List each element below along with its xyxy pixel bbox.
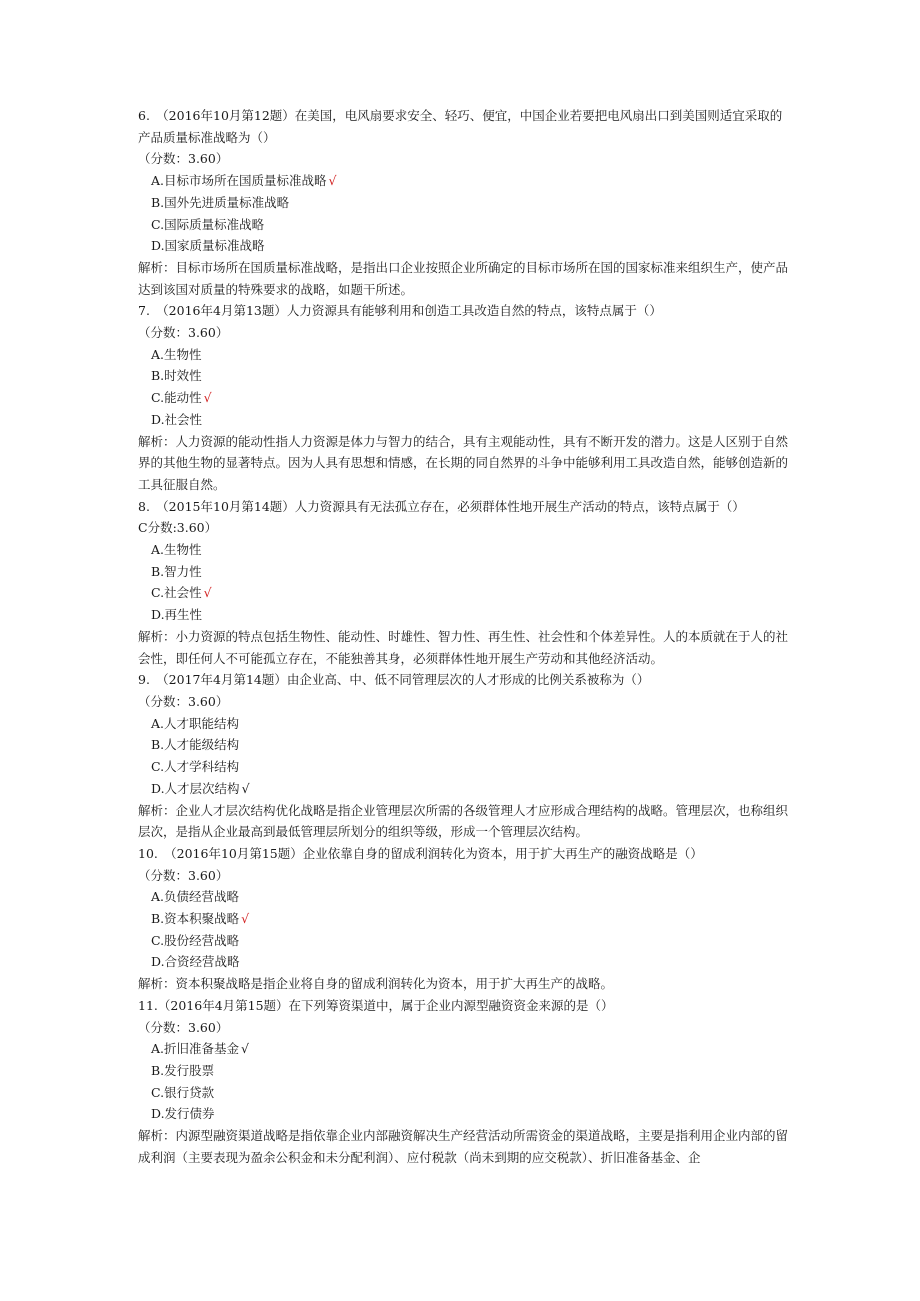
option-label: A.生物性 bbox=[151, 542, 202, 558]
option-list bbox=[138, 886, 788, 973]
checkmark-icon: √ bbox=[203, 390, 212, 406]
question-score: （分数：3.60） bbox=[138, 693, 229, 709]
option-item bbox=[138, 214, 788, 236]
option-item bbox=[138, 235, 788, 257]
option-item bbox=[138, 713, 788, 735]
question-score: （分数：3.60） bbox=[138, 325, 229, 341]
option-item bbox=[138, 561, 788, 583]
option-label: D.合资经营战略 bbox=[151, 954, 240, 970]
option-label: A.负债经营战略 bbox=[151, 889, 240, 905]
option-label: C.股份经营战略 bbox=[151, 932, 240, 948]
option-label: C.社会性 bbox=[151, 585, 202, 601]
analysis-text: 解析：小力资源的特点包括生物性、能动性、时雄性、智力性、再生性、社会性和个体差异性。人的本质就在于人的社会性，即任何人不可能孤立存在，不能独善其身，必须群体性地开展生产劳动和其他经济活动。 bbox=[138, 628, 789, 666]
option-item bbox=[138, 908, 788, 930]
analysis-text: 解析：人力资源的能动性指人力资源是体力与智力的结合，具有主观能动性，具有不断开发的潜力。这是人区别于自然界的其他生物的显著特点。因为人具有思想和情感，在长期的同自然界的斗争中能够利用工具改造自然，能够创造新的工具征服自然。 bbox=[138, 433, 789, 492]
option-label: A.目标市场所在国质量标准战略 bbox=[151, 173, 327, 189]
option-item bbox=[138, 1082, 788, 1104]
question-stem: 6. （2016年10月第12题）在美国，电风扇要求安全、轻巧、便宜，中国企业若要把电风扇出口到美国则适宜采取的产品质量标准战略为（） bbox=[138, 108, 783, 145]
option-item bbox=[138, 756, 788, 778]
option-list bbox=[138, 170, 788, 257]
option-label: D.人才层次结构 bbox=[151, 780, 240, 796]
option-list bbox=[138, 539, 788, 626]
exam-document bbox=[138, 105, 788, 1168]
option-label: C.银行贷款 bbox=[151, 1084, 215, 1100]
option-item bbox=[138, 604, 788, 626]
checkmark-icon: √ bbox=[203, 585, 212, 601]
question-stem: 7. （2016年4月第13题）人力资源具有能够利用和创造工具改造自然的特点，该特点属于（） bbox=[138, 303, 662, 319]
option-label: B.时效性 bbox=[151, 368, 202, 384]
question-block bbox=[138, 995, 788, 1169]
option-item bbox=[138, 582, 788, 604]
option-label: A.人才职能结构 bbox=[151, 715, 240, 731]
checkmark-icon: √ bbox=[241, 911, 250, 927]
question-block bbox=[138, 669, 788, 843]
question-score: （分数：3.60） bbox=[138, 1019, 229, 1035]
analysis-text: 解析：企业人才层次结构优化战略是指企业管理层次所需的各级管理人才应形成合理结构的战略。管理层次，也称组织层次，是指从企业最高到最低管理层所划分的组织等级，形成一个管理层次结构。 bbox=[138, 802, 789, 840]
option-item bbox=[138, 409, 788, 431]
option-label: A.折旧准备基金 bbox=[151, 1041, 240, 1057]
option-item bbox=[138, 192, 788, 214]
question-block bbox=[138, 300, 788, 495]
option-item bbox=[138, 734, 788, 756]
question-score: （分数：3.60） bbox=[138, 867, 229, 883]
option-list bbox=[138, 713, 788, 800]
question-block bbox=[138, 496, 788, 670]
option-label: D.再生性 bbox=[151, 607, 203, 623]
option-label: B.国外先进质量标准战略 bbox=[151, 194, 290, 210]
option-label: B.资本积聚战略 bbox=[151, 911, 240, 927]
option-item bbox=[138, 778, 788, 800]
option-item bbox=[138, 539, 788, 561]
option-item bbox=[138, 344, 788, 366]
analysis-text: 解析：目标市场所在国质量标准战略，是指出口企业按照企业所确定的目标市场所在国的国家标准来组织生产，使产品达到该国对质量的特殊要求的战略，如题干所述。 bbox=[138, 259, 789, 297]
question-block bbox=[138, 105, 788, 300]
question-block bbox=[138, 843, 788, 995]
question-score: （分数：3.60） bbox=[138, 151, 229, 167]
option-label: B.发行股票 bbox=[151, 1062, 215, 1078]
option-item bbox=[138, 951, 788, 973]
option-label: D.国家质量标准战略 bbox=[151, 238, 265, 254]
option-item bbox=[138, 365, 788, 387]
question-stem: 10. （2016年10月第15题）企业依靠自身的留成利润转化为资本，用于扩大再生产的融资战略是（） bbox=[138, 845, 703, 861]
option-label: C.国际质量标准战略 bbox=[151, 216, 265, 232]
option-label: B.智力性 bbox=[151, 563, 202, 579]
checkmark-icon: √ bbox=[328, 173, 337, 189]
option-label: B.人才能级结构 bbox=[151, 737, 240, 753]
option-label: C.能动性 bbox=[151, 390, 202, 406]
option-item bbox=[138, 1103, 788, 1125]
checkmark-icon: √ bbox=[241, 1041, 249, 1057]
option-label: C.人才学科结构 bbox=[151, 759, 240, 775]
option-item bbox=[138, 886, 788, 908]
question-stem: 8. （2015年10月第14题）人力资源具有无法孤立存在，必须群体性地开展生产活动的特点，该特点属于（） bbox=[138, 498, 745, 514]
checkmark-icon: √ bbox=[241, 780, 250, 796]
option-list bbox=[138, 1038, 788, 1125]
question-stem: 9. （2017年4月第14题）由企业高、中、低不同管理层次的人才形成的比例关系被称为（） bbox=[138, 672, 650, 688]
option-label: D.社会性 bbox=[151, 411, 203, 427]
option-list bbox=[138, 344, 788, 431]
option-item bbox=[138, 170, 788, 192]
option-item bbox=[138, 1060, 788, 1082]
analysis-text: 解析：内源型融资渠道战略是指依靠企业内部融资解决生产经营活动所需资金的渠道战略，主要是指利用企业内部的留成利润（主要表现为盈余公积金和未分配利润）、应付税款（尚未到期的应交税款）、折旧准备基金、企 bbox=[138, 1128, 789, 1165]
option-label: A.生物性 bbox=[151, 346, 202, 362]
option-item bbox=[138, 930, 788, 952]
question-stem: 11.（2016年4月第15题）在下列筹资渠道中，属于企业内源型融资资金来源的是（） bbox=[138, 997, 614, 1013]
question-score: C分数:3.60） bbox=[138, 520, 218, 536]
option-label: D.发行债券 bbox=[151, 1106, 215, 1122]
option-item bbox=[138, 387, 788, 409]
analysis-text: 解析：资本积聚战略是指企业将自身的留成利润转化为资本，用于扩大再生产的战略。 bbox=[138, 976, 614, 992]
option-item bbox=[138, 1038, 788, 1060]
